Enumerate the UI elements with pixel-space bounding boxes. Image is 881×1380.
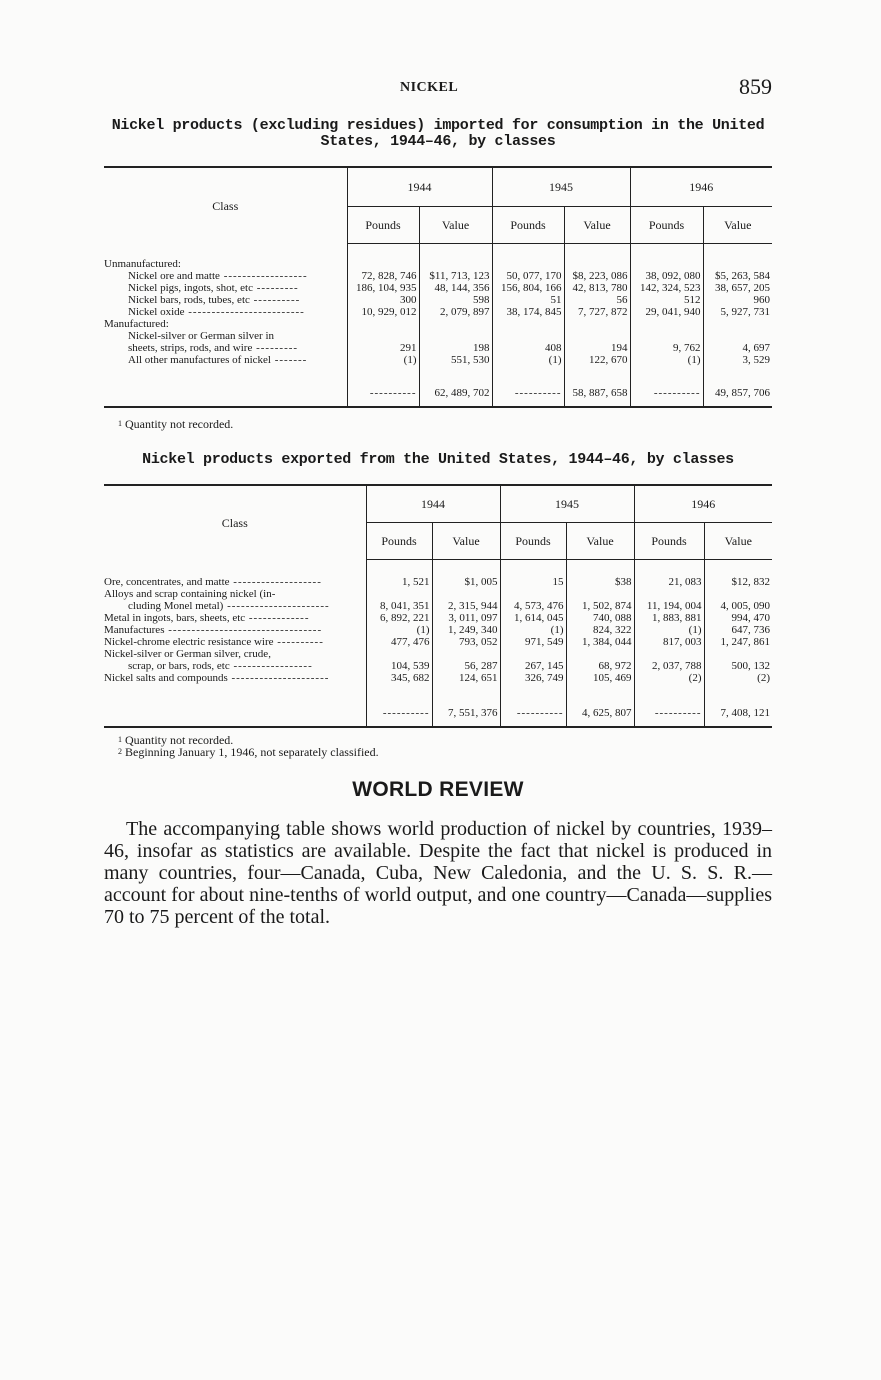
exports-year-1945: 1945	[500, 485, 634, 523]
table-cell: 1, 614, 045	[500, 612, 566, 624]
table-cell: 3, 011, 097	[432, 612, 500, 624]
table-cell: 2, 315, 944	[432, 600, 500, 612]
table-cell: (1)	[500, 624, 566, 636]
table-cell	[564, 318, 630, 330]
imports-year-1944: 1944	[347, 167, 492, 207]
table-cell: 1, 247, 861	[704, 636, 772, 648]
table-cell: 156, 804, 166	[492, 282, 564, 294]
leader-dots: -----------------	[229, 660, 313, 672]
table-cell: 3, 529	[703, 354, 772, 366]
table-cell	[347, 330, 419, 342]
table-row	[104, 576, 772, 588]
table-row	[104, 648, 772, 660]
table-cell: 477, 476	[366, 636, 432, 648]
row-label: Nickel pigs, ingots, shot, etc ---------	[128, 282, 299, 294]
table-cell	[630, 330, 703, 342]
table-cell: 1, 521	[366, 576, 432, 588]
table-cell: 38, 657, 205	[703, 282, 772, 294]
table-row	[104, 282, 772, 294]
table-cell	[432, 648, 500, 660]
footnote-mark: 1	[118, 735, 122, 744]
table-cell: 38, 092, 080	[630, 270, 703, 282]
table-cell: 5, 927, 731	[703, 306, 772, 318]
table-cell: $8, 223, 086	[564, 270, 630, 282]
table-cell: (2)	[634, 672, 704, 684]
table-cell: (1)	[630, 354, 703, 366]
table-cell: 1, 883, 881	[634, 612, 704, 624]
table-cell	[703, 258, 772, 270]
pounds-header: Pounds	[630, 207, 703, 244]
table-cell: 551, 530	[419, 354, 492, 366]
table-cell: 345, 682	[366, 672, 432, 684]
leader-dots: ---------------------	[227, 672, 330, 684]
row-label: Alloys and scrap containing nickel (in-	[104, 588, 276, 600]
table-cell: (1)	[366, 624, 432, 636]
table-cell	[492, 330, 564, 342]
table-cell: 4, 005, 090	[704, 600, 772, 612]
footnote-text: Quantity not recorded.	[125, 417, 234, 431]
footnote-text: Beginning January 1, 1946, not separately classified.	[125, 745, 379, 759]
table-cell	[347, 258, 419, 270]
value-header: Value	[419, 207, 492, 244]
table-cell: 104, 539	[366, 660, 432, 672]
value-header: Value	[564, 207, 630, 244]
exports-year-1944: 1944	[366, 485, 500, 523]
leader-dots: -------------------------	[184, 306, 305, 318]
leader-dots: -------------------	[229, 576, 322, 588]
table-cell	[566, 588, 634, 600]
running-title: NICKEL	[400, 80, 459, 95]
table-cell: 2, 037, 788	[634, 660, 704, 672]
table-row	[104, 294, 772, 306]
leader-dots: ----------	[273, 636, 324, 648]
table-cell: 56	[564, 294, 630, 306]
exports-table	[104, 484, 772, 728]
table-row	[104, 600, 772, 612]
row-label: Nickel-silver or German silver, crude,	[104, 648, 271, 660]
table-cell: $11, 713, 123	[419, 270, 492, 282]
table-row	[104, 588, 772, 600]
imports-footnote	[118, 418, 233, 430]
value-header: Value	[566, 523, 634, 560]
totals-row	[104, 700, 772, 727]
row-label: Metal in ingots, bars, sheets, etc -------------	[104, 612, 310, 624]
table-row	[104, 306, 772, 318]
footnote-text: Quantity not recorded.	[125, 733, 234, 747]
table-cell	[566, 648, 634, 660]
table-cell: 598	[419, 294, 492, 306]
table-cell: (1)	[492, 354, 564, 366]
row-label: scrap, or bars, rods, etc -----------------	[128, 660, 313, 672]
table-cell: 72, 828, 746	[347, 270, 419, 282]
table-cell: 6, 892, 221	[366, 612, 432, 624]
leader-dots: -------	[270, 354, 308, 366]
leader-dots: ---------	[252, 282, 299, 294]
pounds-header: Pounds	[500, 523, 566, 560]
leader-dots: -------------	[245, 612, 310, 624]
exports-footnote-2	[118, 746, 379, 758]
table-cell: 960	[703, 294, 772, 306]
table-cell	[366, 588, 432, 600]
totals-pounds-dash: ----------	[366, 700, 432, 727]
imports-year-1945: 1945	[492, 167, 630, 207]
totals-row	[104, 380, 772, 407]
table-cell: 186, 104, 935	[347, 282, 419, 294]
table-cell: 48, 144, 356	[419, 282, 492, 294]
table-cell: 2, 079, 897	[419, 306, 492, 318]
table-cell: (1)	[634, 624, 704, 636]
value-header: Value	[432, 523, 500, 560]
table-cell: 326, 749	[500, 672, 566, 684]
table-cell: 408	[492, 342, 564, 354]
row-label: Nickel-silver or German silver in	[128, 330, 275, 342]
table-cell	[366, 648, 432, 660]
imports-title-line2: States, 1944–46, by classes	[320, 133, 556, 150]
leader-dots: ----------	[249, 294, 301, 306]
table-row	[104, 672, 772, 684]
table-cell: 300	[347, 294, 419, 306]
table-cell: 10, 929, 012	[347, 306, 419, 318]
table-cell: 1, 502, 874	[566, 600, 634, 612]
total-value: 58, 887, 658	[564, 380, 630, 407]
section-heading: WORLD REVIEW	[352, 778, 524, 801]
table-cell: 647, 736	[704, 624, 772, 636]
value-header: Value	[703, 207, 772, 244]
body-paragraph: The accompanying table shows world production of nickel by countries, 1939–46, insofar as statistics are available. Despite the fact that nickel is produced in many countries, four—Canada, Cuba, New Caledonia, and the U. S. S. R.—account for about nine-tenths of world output, and one country—Canada—supplies 70 to 75 percent of the total.	[104, 818, 772, 928]
row-label: Nickel oxide -------------------------	[128, 306, 305, 318]
table-row	[104, 318, 772, 330]
table-cell: 4, 573, 476	[500, 600, 566, 612]
table-cell: 21, 083	[634, 576, 704, 588]
table-cell: 194	[564, 342, 630, 354]
table-cell: 51	[492, 294, 564, 306]
table-cell: $12, 832	[704, 576, 772, 588]
table-cell: 9, 762	[630, 342, 703, 354]
value-header: Value	[704, 523, 772, 560]
page-number: 859	[739, 74, 772, 99]
row-label: Ore, concentrates, and matte -------------------	[104, 576, 322, 588]
exports-table-title: Nickel products exported from the United States, 1944–46, by classes	[142, 451, 734, 468]
table-cell: 4, 697	[703, 342, 772, 354]
table-cell: 7, 727, 872	[564, 306, 630, 318]
table-cell	[492, 318, 564, 330]
pounds-header: Pounds	[347, 207, 419, 244]
table-row	[104, 354, 772, 366]
table-cell: 994, 470	[704, 612, 772, 624]
table-cell	[492, 258, 564, 270]
total-value: 49, 857, 706	[703, 380, 772, 407]
running-head	[104, 76, 772, 98]
totals-pounds-dash: ----------	[500, 700, 566, 727]
table-cell	[419, 318, 492, 330]
table-row	[104, 270, 772, 282]
table-cell: 38, 174, 845	[492, 306, 564, 318]
row-label: Unmanufactured:	[104, 258, 181, 270]
table-cell	[419, 258, 492, 270]
row-label: Manufactured:	[104, 318, 169, 330]
table-cell: 142, 324, 523	[630, 282, 703, 294]
table-cell	[419, 330, 492, 342]
table-row	[104, 258, 772, 270]
table-cell: 50, 077, 170	[492, 270, 564, 282]
row-label: Nickel ore and matte ------------------	[128, 270, 308, 282]
exports-class-header: Class	[104, 485, 366, 560]
table-cell: 740, 088	[566, 612, 634, 624]
pounds-header: Pounds	[492, 207, 564, 244]
pounds-header: Pounds	[634, 523, 704, 560]
row-label: Nickel bars, rods, tubes, etc ----------	[128, 294, 301, 306]
table-cell: 291	[347, 342, 419, 354]
table-cell: 198	[419, 342, 492, 354]
footnote-mark: 1	[118, 419, 122, 428]
table-cell: 267, 145	[500, 660, 566, 672]
table-cell: 11, 194, 004	[634, 600, 704, 612]
leader-dots: ---------------------------------	[164, 624, 323, 636]
table-cell	[634, 648, 704, 660]
table-cell: 824, 322	[566, 624, 634, 636]
row-label: Manufactures ---------------------------------	[104, 624, 323, 636]
table-cell: 500, 132	[704, 660, 772, 672]
table-cell: 42, 813, 780	[564, 282, 630, 294]
table-cell	[500, 648, 566, 660]
table-cell	[703, 330, 772, 342]
totals-pounds-dash: ----------	[634, 700, 704, 727]
imports-title-line1: Nickel products (excluding residues) imported for consumption in the United	[111, 117, 765, 134]
totals-pounds-dash: ----------	[630, 380, 703, 407]
table-cell: (1)	[347, 354, 419, 366]
table-cell: $38	[566, 576, 634, 588]
leader-dots: ------------------	[219, 270, 308, 282]
table-cell	[347, 318, 419, 330]
table-cell: (2)	[704, 672, 772, 684]
row-label: cluding Monel metal) ----------------------	[128, 600, 330, 612]
table-cell: 29, 041, 940	[630, 306, 703, 318]
total-value: 4, 625, 807	[566, 700, 634, 727]
table-cell: $1, 005	[432, 576, 500, 588]
table-cell: 8, 041, 351	[366, 600, 432, 612]
imports-table-title	[104, 118, 772, 150]
table-row	[104, 636, 772, 648]
table-cell: 105, 469	[566, 672, 634, 684]
table-cell: 15	[500, 576, 566, 588]
row-label: All other manufactures of nickel -------	[128, 354, 308, 366]
row-label: Nickel-chrome electric resistance wire ----------	[104, 636, 324, 648]
table-cell: 1, 384, 044	[566, 636, 634, 648]
table-cell: 971, 549	[500, 636, 566, 648]
table-cell: 1, 249, 340	[432, 624, 500, 636]
pounds-header: Pounds	[366, 523, 432, 560]
imports-class-header: Class	[104, 167, 347, 244]
table-cell	[630, 318, 703, 330]
table-cell	[634, 588, 704, 600]
table-row	[104, 624, 772, 636]
total-value: 7, 408, 121	[704, 700, 772, 727]
leader-dots: ---------	[252, 342, 299, 354]
table-cell: 817, 003	[634, 636, 704, 648]
table-row	[104, 660, 772, 672]
table-cell: $5, 263, 584	[703, 270, 772, 282]
table-cell: 512	[630, 294, 703, 306]
row-label: sheets, strips, rods, and wire ---------	[128, 342, 299, 354]
table-cell	[564, 330, 630, 342]
table-cell: 124, 651	[432, 672, 500, 684]
footnote-mark: 2	[118, 747, 122, 756]
totals-pounds-dash: ----------	[492, 380, 564, 407]
table-cell: 56, 287	[432, 660, 500, 672]
table-cell	[500, 588, 566, 600]
table-cell	[704, 648, 772, 660]
table-row	[104, 342, 772, 354]
table-cell: 68, 972	[566, 660, 634, 672]
total-value: 7, 551, 376	[432, 700, 500, 727]
table-cell	[703, 318, 772, 330]
leader-dots: ----------------------	[223, 600, 330, 612]
table-cell: 793, 052	[432, 636, 500, 648]
total-value: 62, 489, 702	[419, 380, 492, 407]
table-cell	[630, 258, 703, 270]
table-cell	[704, 588, 772, 600]
table-row	[104, 330, 772, 342]
exports-year-1946: 1946	[634, 485, 772, 523]
table-row	[104, 612, 772, 624]
imports-table	[104, 166, 772, 408]
imports-year-1946: 1946	[630, 167, 772, 207]
table-cell	[564, 258, 630, 270]
table-cell: 122, 670	[564, 354, 630, 366]
totals-pounds-dash: ----------	[347, 380, 419, 407]
table-cell	[432, 588, 500, 600]
row-label: Nickel salts and compounds ---------------------	[104, 672, 330, 684]
